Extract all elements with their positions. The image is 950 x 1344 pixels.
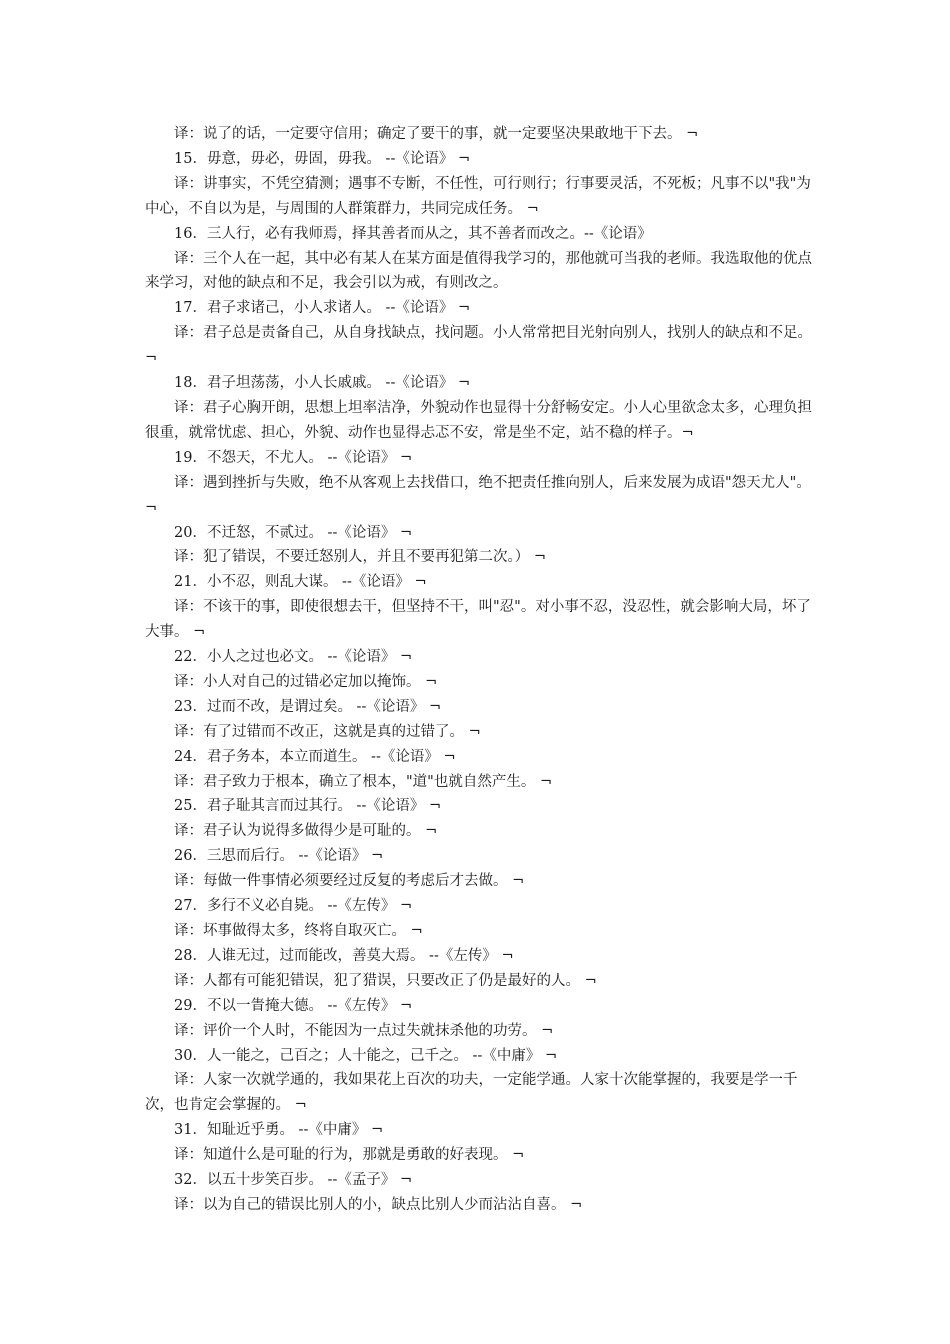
text-line: 译：君子致力于根本，确立了根本，"道"也就自然产生。 ¬ [174, 773, 553, 790]
text-line: 31．知耻近乎勇。 --《中庸》 ¬ [174, 1122, 384, 1139]
text-line: 24．君子务本，本立而道生。 --《论语》 ¬ [174, 748, 456, 765]
text-line: 22．小人之过也必文。 --《论语》 ¬ [174, 649, 413, 666]
text-line: 32．以五十步笑百步。 --《孟子》 ¬ [174, 1172, 413, 1189]
text-line: 18．君子坦荡荡，小人长戚戚。 --《论语》 ¬ [174, 375, 471, 392]
text-line: 25．君子耻其言而过其行。 --《论语》 ¬ [174, 798, 442, 815]
text-line: 21．小不忍，则乱大谋。 --《论语》 ¬ [174, 574, 427, 591]
text-line: 16．三人行，必有我师焉，择其善者而从之，其不善者而改之。--《论语》 [174, 225, 652, 242]
text-line: 20．不迁怒，不贰过。 --《论语》 ¬ [174, 524, 413, 541]
text-line: 译：以为自己的错误比别人的小，缺点比别人少而沾沾自喜。 ¬ [174, 1196, 583, 1213]
text-line: 译：坏事做得太多，终将自取灭亡。 ¬ [174, 923, 423, 939]
document-body [145, 122, 815, 1218]
text-line: 译：人家一次就学通的，我如果花上百次的功夫，一定能学通。人家十次能掌握的，我要是学一千次，也肯定会掌握的。 ¬ [145, 1072, 798, 1114]
text-line: 译：不该干的事，即使很想去干，但坚持不干，叫"忍"。对小事不忍，没忍性，就会影响大局，坏了大事。 ¬ [145, 599, 811, 641]
text-line: 译：有了过错而不改正，这就是真的过错了。 ¬ [174, 723, 481, 740]
text-line: 译：讲事实，不凭空猜测；遇事不专断，不任性，可行则行；行事要灵活，不死板；凡事不以"我"为中心，不自以为是，与周围的人群策群力，共同完成任务。 ¬ [145, 175, 811, 217]
text-line: 28．人谁无过，过而能改，善莫大焉。 --《左传》 ¬ [174, 947, 514, 964]
text-line: 30．人一能之，己百之；人十能之，己千之。 --《中庸》 ¬ [174, 1047, 558, 1064]
text-line: 15．毋意，毋必，毋固，毋我。 --《论语》 ¬ [174, 150, 471, 167]
text-line: 26．三思而后行。 --《论语》 ¬ [174, 848, 384, 865]
text-line: 23．过而不改，是谓过矣。 --《论语》 ¬ [174, 698, 442, 715]
text-line: 译：君子心胸开朗，思想上坦率洁净，外貌动作也显得十分舒畅安定。小人心里欲念太多，心理负担很重，就常忧虑、担心，外貌、动作也显得忐忑不安，常是坐不定，站不稳的样子。¬ [145, 399, 812, 441]
text-line: 译：每做一件事情必须要经过反复的考虑后才去做。 ¬ [174, 873, 525, 890]
text-line: 译：遇到挫折与失败，绝不从客观上去找借口，绝不把责任推向别人，后来发展为成语"怨天尤人"。 ¬ [145, 474, 811, 516]
text-line: 译：犯了错误，不要迁怒别人，并且不要再犯第二次。） ¬ [174, 549, 547, 566]
text-line: 译：小人对自己的过错必定加以掩饰。 ¬ [174, 673, 438, 690]
text-line: 29．不以一眚掩大德。 --《左传》 ¬ [174, 997, 413, 1014]
text-line: 译：人都有可能犯错误，犯了猎误，只要改正了仍是最好的人。 ¬ [174, 972, 597, 989]
text-line: 17．君子求诸己，小人求诸人。 --《论语》 ¬ [174, 300, 471, 317]
text-line: 27．多行不义必自毙。 --《左传》 ¬ [174, 898, 413, 915]
text-line: 译：知道什么是可耻的行为，那就是勇敢的好表现。 ¬ [174, 1147, 525, 1164]
text-line: 译：君子总是责备自己，从自身找缺点，找问题。小人常常把目光射向别人，找别人的缺点和不足。 ¬ [145, 325, 812, 367]
text-line: 译：君子认为说得多做得少是可耻的。 ¬ [174, 823, 438, 840]
text-line: 译：说了的话，一定要守信用；确定了要干的事，就一定要坚决果敢地干下去。 ¬ [174, 126, 699, 142]
text-line: 译：三个人在一起，其中必有某人在某方面是值得我学习的，那他就可当我的老师。我选取他的优点来学习，对他的缺点和不足，我会引以为戒，有则改之。 [145, 250, 812, 292]
text-line: 19．不怨天，不尤人。 --《论语》 ¬ [174, 449, 413, 466]
text-line: 译：评价一个人时，不能因为一点过失就抹杀他的功劳。 ¬ [174, 1022, 554, 1039]
